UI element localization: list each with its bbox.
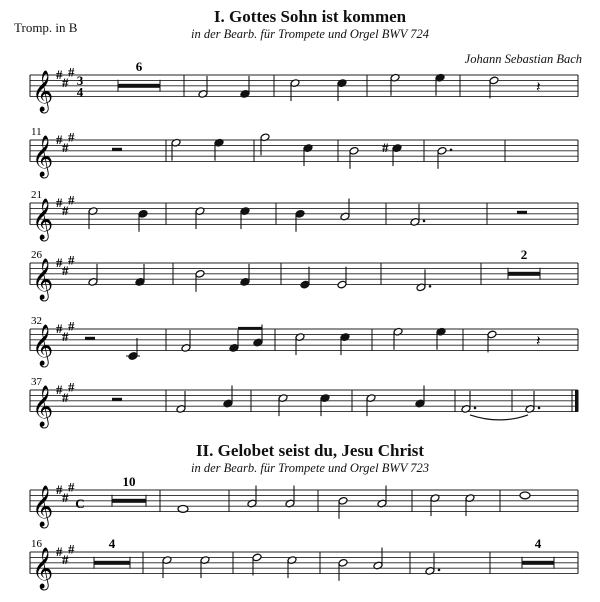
- sharp-sign-icon: #: [62, 203, 69, 219]
- treble-clef-icon: 𝄞: [32, 259, 54, 301]
- piece1-subtitle: in der Bearb. für Trompete und Orgel BWV 724: [190, 27, 430, 41]
- sharp-sign-icon: #: [62, 490, 69, 506]
- multirest-count: 4: [534, 536, 542, 551]
- sharp-sign-icon: #: [68, 192, 75, 208]
- half-rest-icon: [112, 148, 122, 151]
- dot: [474, 407, 477, 410]
- piece2-title: II. Gelobet seist du, Jesu Christ: [195, 441, 425, 460]
- instrument-label: Tromp. in B: [14, 20, 78, 35]
- treble-clef-icon: 𝄞: [32, 386, 54, 428]
- staff-system: [30, 189, 578, 241]
- measure-number: 21: [31, 189, 42, 201]
- staff-system: [30, 126, 578, 178]
- sharp-sign-icon: #: [62, 263, 69, 279]
- sharp-sign-icon: #: [68, 252, 75, 268]
- final-barline-thick: [575, 390, 579, 412]
- staff-system: [30, 474, 578, 528]
- note-beam: [238, 327, 262, 330]
- staff-system: [30, 315, 578, 367]
- sharp-sign-icon: #: [68, 318, 75, 334]
- multirest-count: 10: [122, 474, 136, 489]
- half-rest-icon: [112, 398, 122, 401]
- sharp-sign-icon: #: [68, 479, 75, 495]
- dot: [538, 407, 541, 410]
- dot: [429, 285, 432, 288]
- treble-clef-icon: 𝄞: [32, 199, 54, 241]
- sharp-sign-icon: #: [382, 140, 389, 156]
- sharp-sign-icon: #: [56, 382, 63, 397]
- dot: [450, 149, 453, 152]
- piece1-title: I. Gottes Sohn ist kommen: [213, 7, 407, 26]
- sharp-sign-icon: #: [68, 541, 75, 557]
- note-head: [520, 492, 530, 499]
- treble-clef-icon: 𝄞: [32, 486, 54, 528]
- measure-number: 26: [31, 249, 42, 261]
- treble-clef-icon: 𝄞: [32, 136, 54, 178]
- sharp-sign-icon: #: [56, 544, 63, 559]
- treble-clef-icon: 𝄞: [32, 548, 54, 590]
- tie-curve: [470, 415, 528, 420]
- sharp-sign-icon: #: [62, 552, 69, 568]
- sharp-sign-icon: #: [56, 132, 63, 147]
- sharp-sign-icon: #: [62, 390, 69, 406]
- measure-number: 32: [31, 315, 42, 327]
- piece2-subtitle: in der Bearb. für Trompete und Orgel BWV 723: [190, 461, 430, 475]
- sharp-sign-icon: #: [68, 129, 75, 145]
- staff-system: [30, 536, 578, 590]
- multirest-bar: [118, 84, 160, 88]
- multirest-bar: [94, 561, 130, 565]
- sharp-sign-icon: #: [56, 482, 63, 497]
- multirest-count: 4: [108, 536, 116, 551]
- composer-name: Johann Sebastian Bach: [464, 52, 582, 66]
- sharp-sign-icon: #: [68, 64, 75, 80]
- sharp-sign-icon: #: [62, 140, 69, 156]
- multirest-bar: [508, 272, 540, 276]
- staff-system: [30, 376, 579, 428]
- multirest-bar: [112, 499, 146, 503]
- sharp-sign-icon: #: [56, 255, 63, 270]
- half-rest-icon: [517, 211, 527, 214]
- sharp-sign-icon: #: [62, 75, 69, 91]
- treble-clef-icon: 𝄞: [32, 325, 54, 367]
- sharp-sign-icon: #: [62, 329, 69, 345]
- note-head: [178, 506, 188, 513]
- measure-number: 11: [31, 126, 42, 138]
- multirest-count: 2: [520, 247, 528, 262]
- half-rest-icon: [85, 337, 95, 340]
- staff-system: [30, 247, 578, 301]
- sharp-sign-icon: #: [56, 67, 63, 82]
- multirest-bar: [522, 561, 554, 565]
- multirest-count: 6: [135, 59, 143, 74]
- quarter-rest-icon: 𝄽: [536, 77, 541, 96]
- time-signature-bottom: 4: [76, 84, 84, 100]
- measure-number: 37: [31, 376, 42, 388]
- sharp-sign-icon: #: [56, 195, 63, 210]
- staff-system: [30, 59, 578, 113]
- sharp-sign-icon: #: [56, 321, 63, 336]
- treble-clef-icon: 𝄞: [32, 71, 54, 113]
- common-time-symbol: C: [75, 496, 85, 512]
- dot: [423, 220, 426, 223]
- measure-number: 16: [31, 538, 42, 550]
- dot: [438, 569, 441, 572]
- sharp-sign-icon: #: [68, 379, 75, 395]
- time-signature-top: 3: [76, 72, 84, 88]
- quarter-rest-icon: 𝄽: [536, 331, 541, 350]
